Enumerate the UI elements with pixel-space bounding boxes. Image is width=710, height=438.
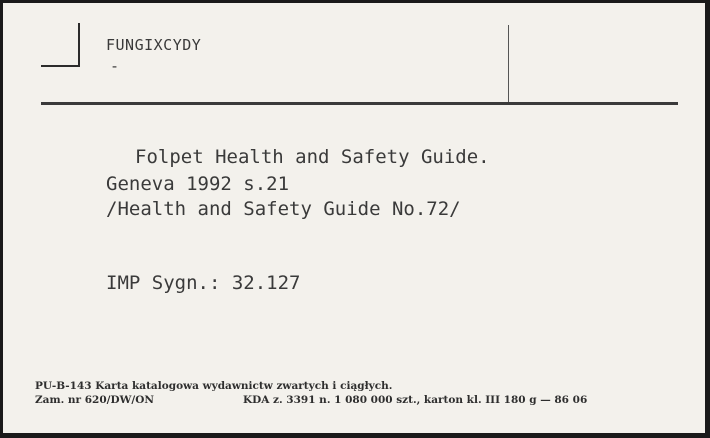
catalog-card (3, 3, 705, 433)
series-line: /Health and Safety Guide No.72/ (106, 198, 461, 220)
subject-subheading: - (110, 57, 120, 75)
footer-form-line: PU-B-143 Karta katalogowa wydawnictw zwartych i ciągłych. (35, 380, 393, 392)
corner-bracket-horizontal (41, 65, 80, 67)
header-divider (508, 25, 509, 103)
header-rule (41, 102, 678, 105)
footer-print-details: KDA z. 3391 n. 1 080 000 szt., karton kl. III 180 g — 86 06 (243, 394, 588, 406)
call-number: IMP Sygn.: 32.127 (106, 272, 301, 294)
title-line: Folpet Health and Safety Guide. (135, 146, 490, 168)
corner-bracket-vertical (78, 23, 80, 67)
imprint-line: Geneva 1992 s.21 (106, 173, 290, 195)
subject-heading: FUNGIXCYDY (106, 36, 202, 54)
footer-order-number: Zam. nr 620/DW/ON (35, 394, 154, 406)
